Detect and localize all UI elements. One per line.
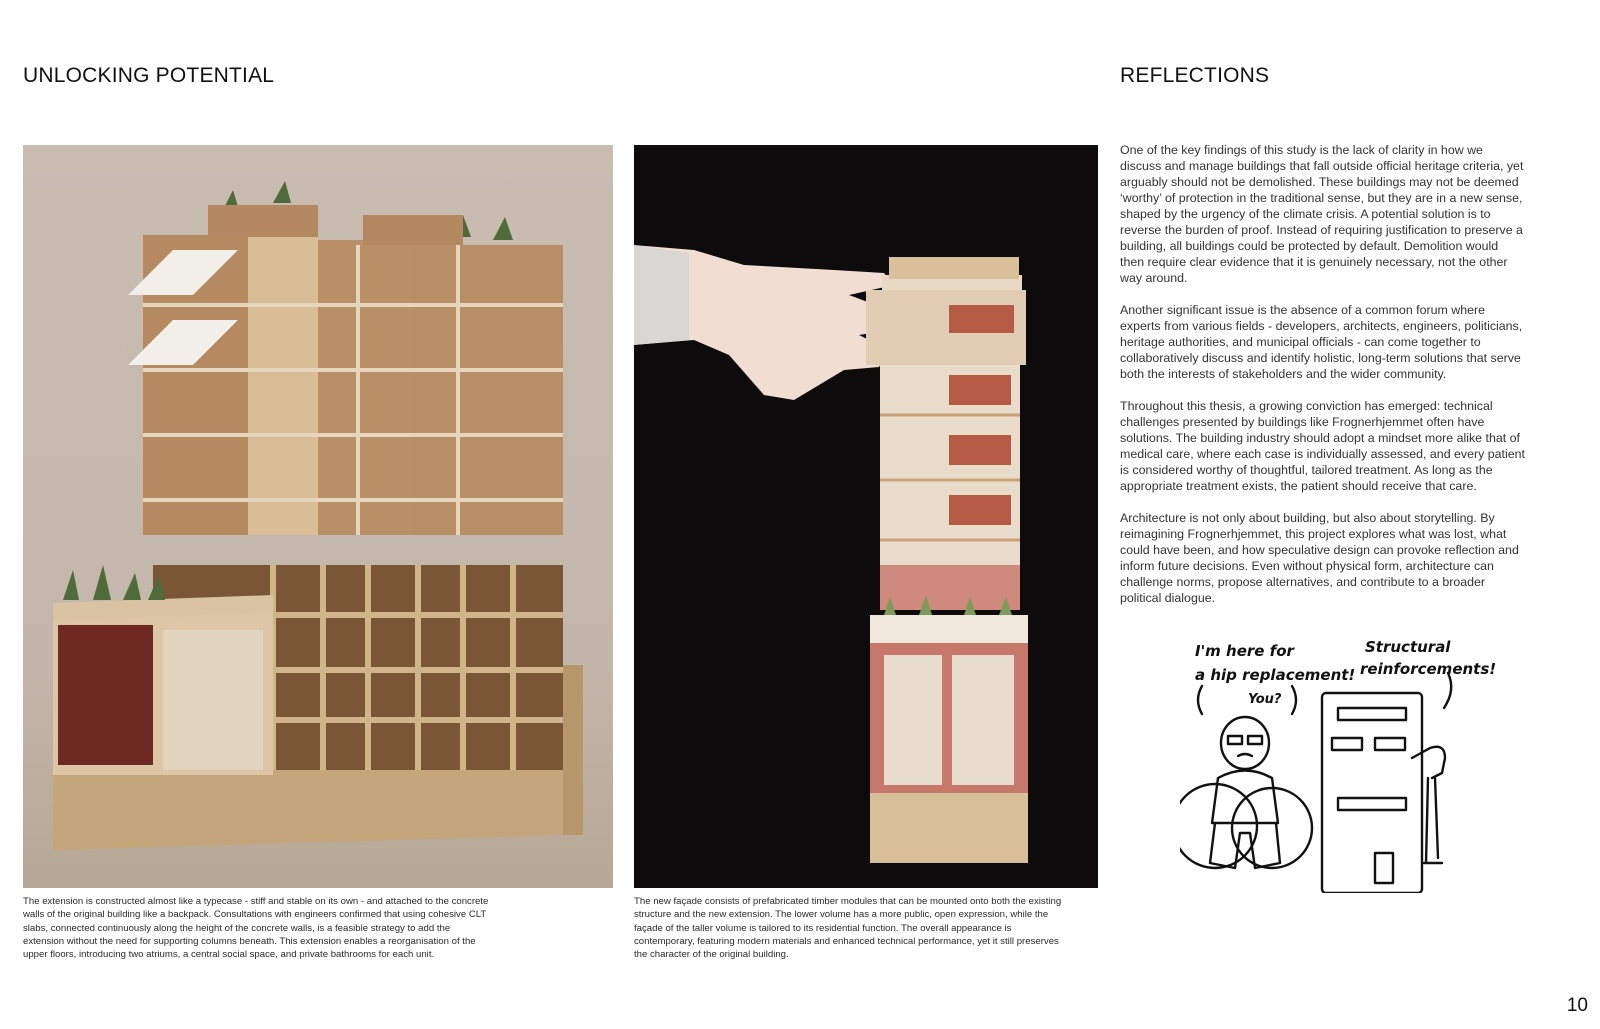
- patient-building-sketch: [1180, 628, 1510, 893]
- photo-caption-extension: The extension is constructed almost like a typecase - stiff and stable on its own - and attached to the concrete walls of the original building like a backpack. Consultations with engineers confirmed that using cohesive CLT slabs, connected continuously along the height of the concrete walls, is a feasible strategy to add the extension without the need for supporting columns beneath. This extension enables a reorganisation of the upper floors, introducing two atriums, a central social space, and private bathrooms for each unit.: [23, 896, 489, 961]
- reflection-paragraph: Another significant issue is the absence of a common forum where experts from various fields - developers, architects, engineers, politicians, heritage authorities, and municipal officials - can come together to collaboratively discuss and identify holistic, long-term solutions that serve both the interests of stakeholders and the wider community.: [1120, 303, 1523, 381]
- photo-caption-facade: The new façade consists of prefabricated timber modules that can be mounted onto both the existing structure and the new extension. The lower volume has a more public, open expression, while the façade of the taller volume is tailored to its residential function. The overall appearance is contemporary, featuring modern materials and enhanced technical performance, yet it still preserves the character of the original building.: [634, 896, 1062, 961]
- page-number: 10: [1566, 995, 1588, 1016]
- sketch-text: Structural: [1365, 638, 1451, 656]
- model-photo-facade: [634, 145, 1098, 888]
- reflection-paragraph: One of the key findings of this study is the lack of clarity in how we discuss and manage buildings that fall outside official heritage criteria, yet arguably should not be demolished. These buildings may not be deemed ‘worthy’ of protection in the traditional sense, but they are in a new sense, shaped by the urgency of the climate crisis. A potential solution is to reverse the burden of proof. Instead of requiring justification to preserve a building, all buildings could be protected by default. Demolition would then require clear evidence that it is genuinely necessary, not the other way around.: [1120, 143, 1524, 285]
- reflection-paragraph: Architecture is not only about building, but also about storytelling. By reimagining Frognerhjemmet, this project explores what was lost, what could have been, and how speculative design can provoke reflection and inform future decisions. Even without physical form, architecture can challenge norms, propose alternatives, and contribute to a broader political dialogue.: [1120, 511, 1519, 605]
- sketch-text: a hip replacement!: [1195, 666, 1356, 684]
- section-heading-unlocking-potential: UNLOCKING POTENTIAL: [23, 64, 275, 87]
- section-heading-reflections: REFLECTIONS: [1120, 64, 1270, 87]
- sketch-text: I'm here for: [1195, 642, 1294, 660]
- reflection-paragraph: Throughout this thesis, a growing conviction has emerged: technical challenges presented by buildings like Frognerhjemmet often have solutions. The building industry should adopt a mindset more alike that of medical care, where each case is individually assessed, and every patient is considered worthy of thoughtful, tailored treatment. As long as the appropriate treatment exists, the patient should receive that care.: [1120, 399, 1525, 493]
- model-photo-extension: [23, 145, 613, 888]
- sketch-text: You?: [1248, 692, 1282, 707]
- sketch-text: reinforcements!: [1360, 660, 1497, 678]
- reflections-body: [1120, 142, 1525, 622]
